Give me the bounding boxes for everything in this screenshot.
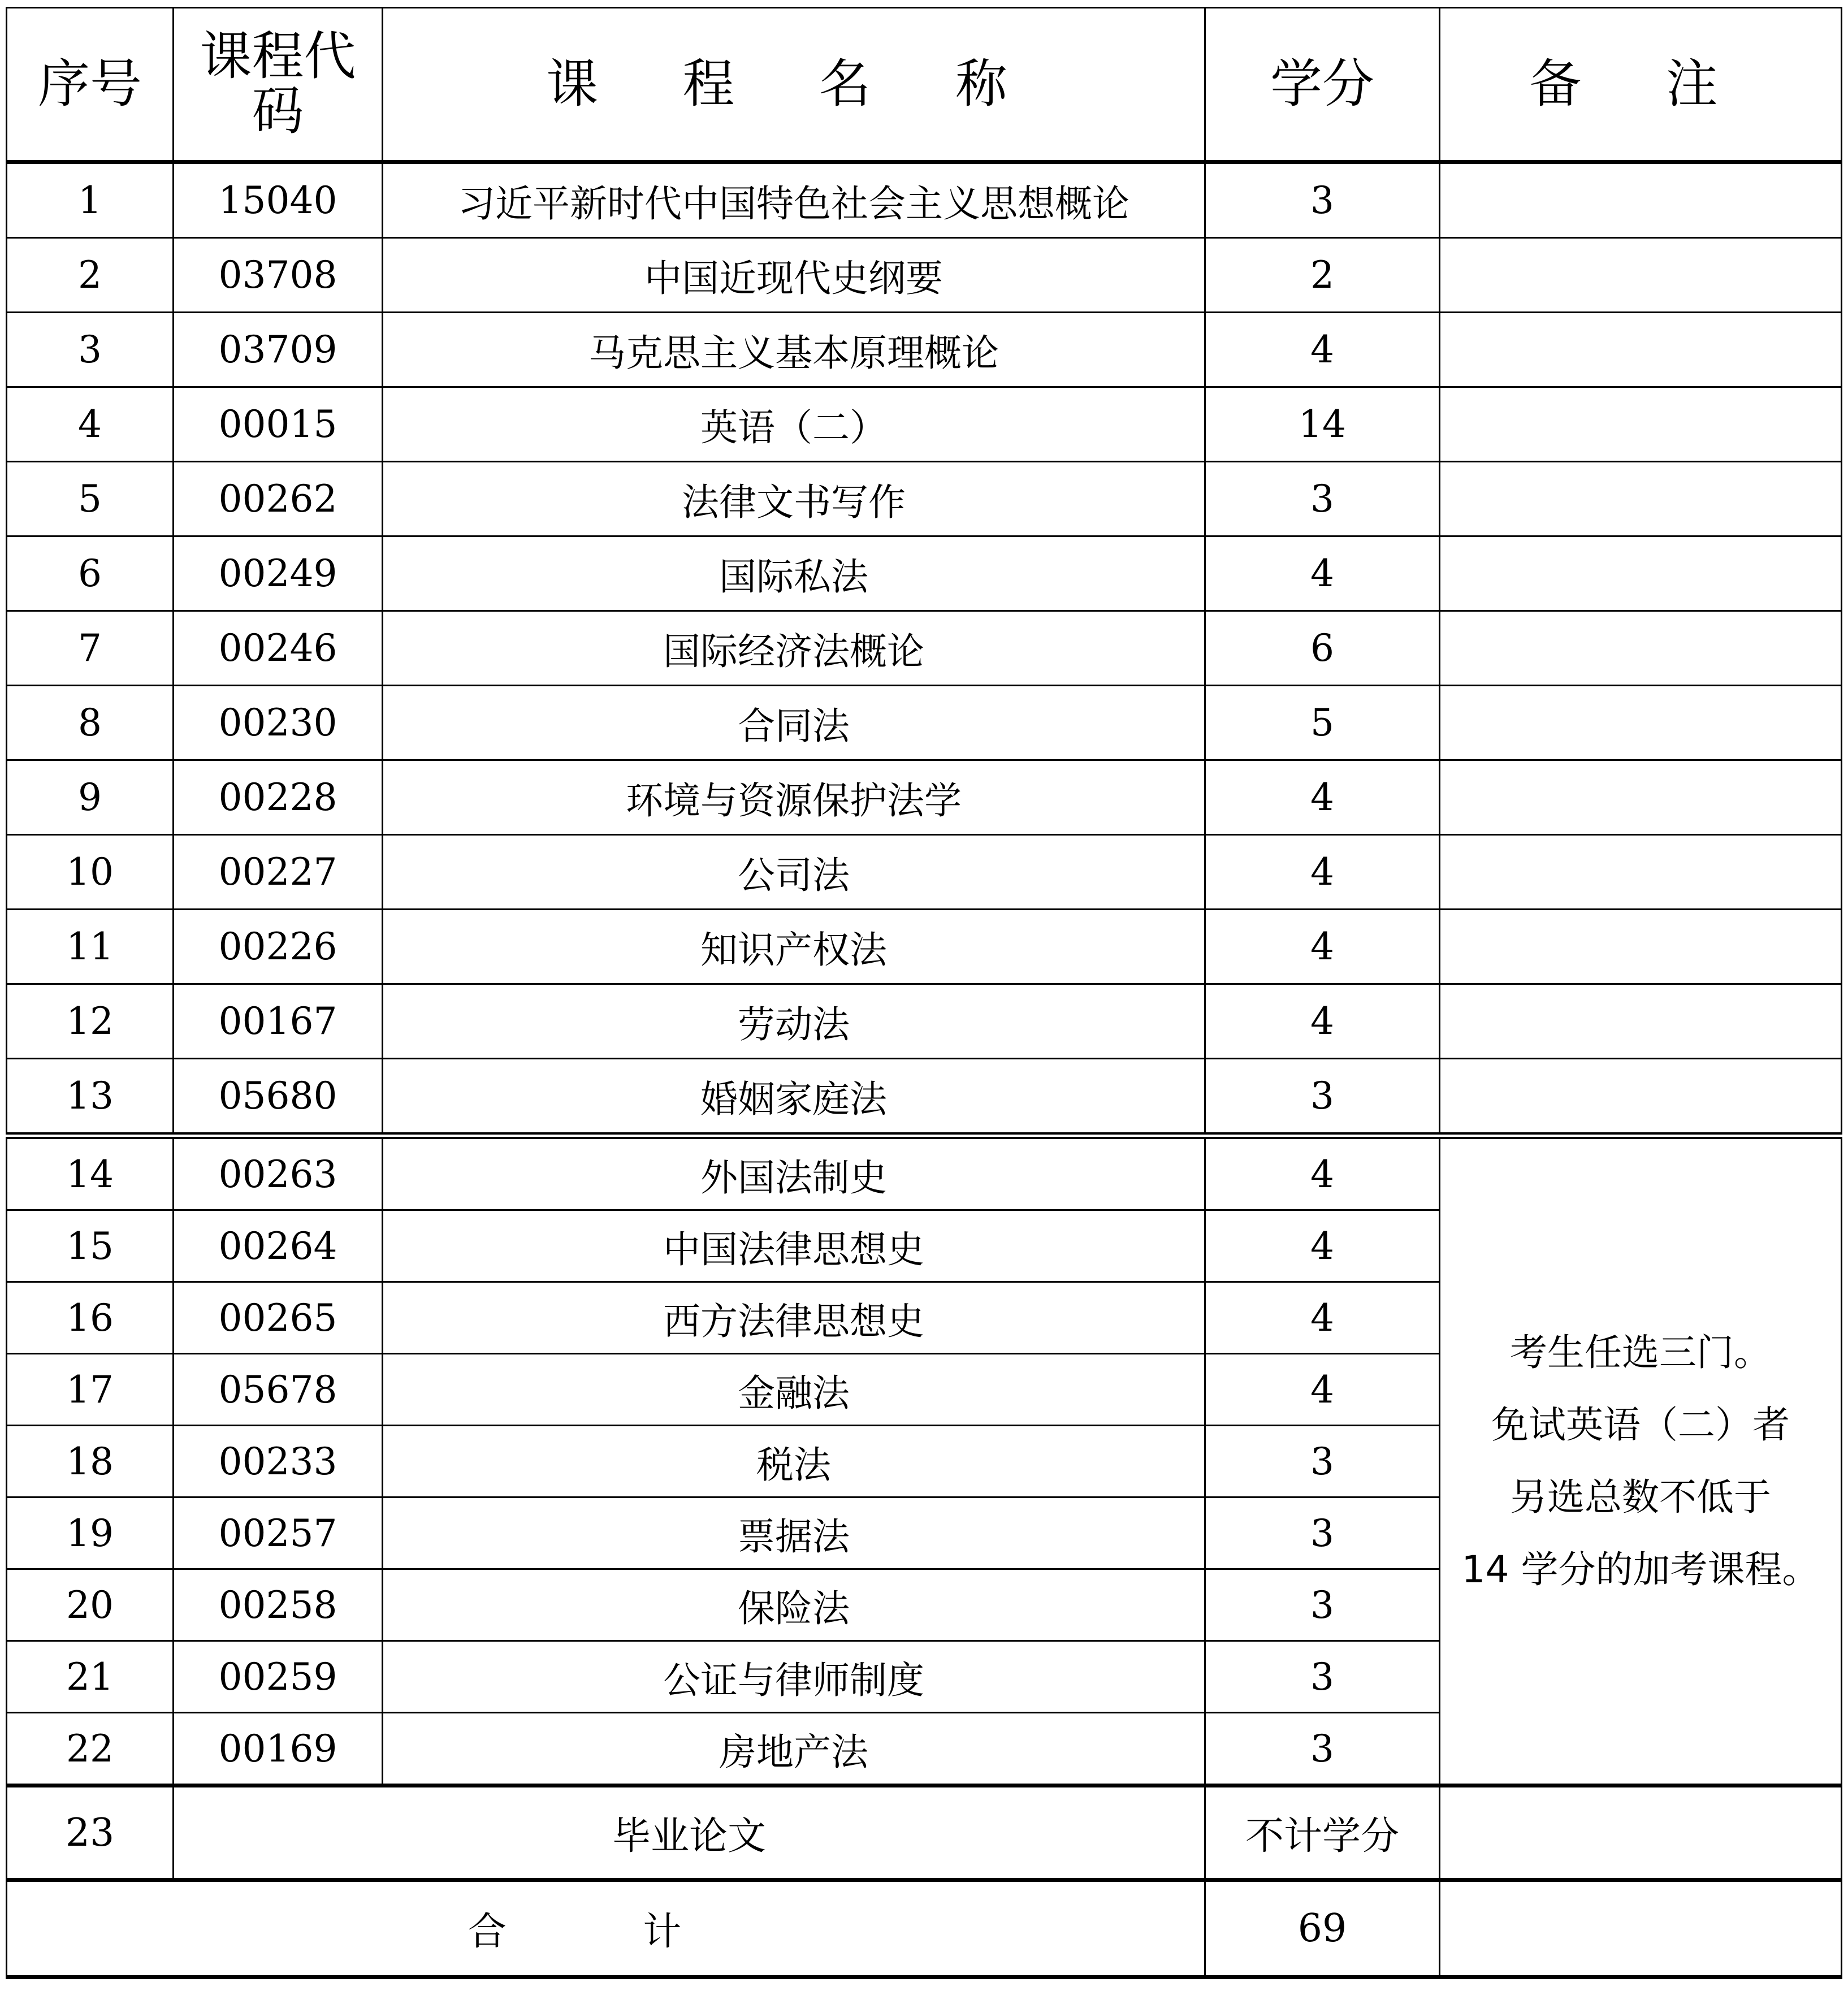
course-code: 00259 <box>174 1641 383 1713</box>
course-code: 00228 <box>174 760 383 835</box>
course-code: 05678 <box>174 1354 383 1426</box>
course-name: 中国近现代史纲要 <box>383 238 1205 313</box>
course-credit: 4 <box>1205 1282 1440 1354</box>
row-no: 7 <box>7 611 174 686</box>
course-name: 保险法 <box>383 1569 1205 1641</box>
row-no: 8 <box>7 686 174 760</box>
course-credit: 4 <box>1205 1210 1440 1282</box>
elective-note <box>1440 1136 1842 1786</box>
row-no: 20 <box>7 1569 174 1641</box>
course-credit: 4 <box>1205 760 1440 835</box>
table-row <box>7 686 1842 760</box>
course-name: 金融法 <box>383 1354 1205 1426</box>
course-note <box>1440 162 1842 238</box>
row-no: 17 <box>7 1354 174 1426</box>
course-name: 国际私法 <box>383 536 1205 611</box>
course-code: 00257 <box>174 1497 383 1569</box>
row-no: 4 <box>7 387 174 462</box>
header-code: 课程代码 <box>174 8 383 162</box>
course-credit: 14 <box>1205 387 1440 462</box>
row-no: 22 <box>7 1713 174 1786</box>
course-note <box>1440 238 1842 313</box>
row-no: 21 <box>7 1641 174 1713</box>
row-no: 13 <box>7 1059 174 1136</box>
course-name: 习近平新时代中国特色社会主义思想概论 <box>383 162 1205 238</box>
table-row <box>7 760 1842 835</box>
course-credit: 4 <box>1205 835 1440 910</box>
row-no: 3 <box>7 313 174 387</box>
thesis-name: 毕业论文 <box>174 1786 1205 1880</box>
course-credit: 3 <box>1205 1059 1440 1136</box>
course-code: 00169 <box>174 1713 383 1786</box>
course-name: 劳动法 <box>383 984 1205 1059</box>
course-name: 外国法制史 <box>383 1136 1205 1210</box>
course-credit: 4 <box>1205 313 1440 387</box>
course-name: 国际经济法概论 <box>383 611 1205 686</box>
course-credit: 5 <box>1205 686 1440 760</box>
course-credit: 2 <box>1205 238 1440 313</box>
row-no: 1 <box>7 162 174 238</box>
table-row <box>7 238 1842 313</box>
course-code: 00262 <box>174 462 383 536</box>
course-name: 票据法 <box>383 1497 1205 1569</box>
course-note <box>1440 536 1842 611</box>
header-credit: 学分 <box>1205 8 1440 162</box>
row-no: 19 <box>7 1497 174 1569</box>
course-code: 00264 <box>174 1210 383 1282</box>
course-code: 05680 <box>174 1059 383 1136</box>
course-name: 马克思主义基本原理概论 <box>383 313 1205 387</box>
course-note <box>1440 387 1842 462</box>
course-code: 03708 <box>174 238 383 313</box>
total-label: 合 计 <box>7 1880 1205 1977</box>
course-code: 00227 <box>174 835 383 910</box>
table-row <box>7 162 1842 238</box>
thesis-row <box>7 1786 1842 1880</box>
total-credit: 69 <box>1205 1880 1440 1977</box>
row-no: 18 <box>7 1426 174 1497</box>
row-no: 23 <box>7 1786 174 1880</box>
table-row <box>7 536 1842 611</box>
course-code: 03709 <box>174 313 383 387</box>
course-note <box>1440 686 1842 760</box>
elective-note-line: 另选总数不低于 <box>1510 1475 1771 1519</box>
row-no: 9 <box>7 760 174 835</box>
course-plan-table <box>6 7 1842 1979</box>
course-credit: 3 <box>1205 462 1440 536</box>
course-note <box>1440 313 1842 387</box>
course-code: 00226 <box>174 910 383 984</box>
course-credit: 3 <box>1205 1426 1440 1497</box>
course-name: 英语（二） <box>383 387 1205 462</box>
table-row <box>7 910 1842 984</box>
course-credit: 4 <box>1205 536 1440 611</box>
table-row <box>7 313 1842 387</box>
course-credit: 3 <box>1205 162 1440 238</box>
course-credit: 6 <box>1205 611 1440 686</box>
course-credit: 3 <box>1205 1569 1440 1641</box>
course-code: 00233 <box>174 1426 383 1497</box>
row-no: 10 <box>7 835 174 910</box>
course-code: 00015 <box>174 387 383 462</box>
course-note <box>1440 910 1842 984</box>
course-code: 00263 <box>174 1136 383 1210</box>
course-code: 00249 <box>174 536 383 611</box>
course-note <box>1440 835 1842 910</box>
course-code: 15040 <box>174 162 383 238</box>
total-note <box>1440 1880 1842 1977</box>
course-note <box>1440 1059 1842 1136</box>
table-row <box>7 387 1842 462</box>
header-row <box>7 8 1842 162</box>
course-name: 西方法律思想史 <box>383 1282 1205 1354</box>
course-code: 00167 <box>174 984 383 1059</box>
course-name: 知识产权法 <box>383 910 1205 984</box>
course-code: 00265 <box>174 1282 383 1354</box>
course-note <box>1440 984 1842 1059</box>
row-no: 11 <box>7 910 174 984</box>
header-name: 课 程 名 称 <box>383 8 1205 162</box>
table-row <box>7 984 1842 1059</box>
thesis-note <box>1440 1786 1842 1880</box>
course-note <box>1440 760 1842 835</box>
course-note <box>1440 462 1842 536</box>
row-no: 2 <box>7 238 174 313</box>
course-credit: 3 <box>1205 1497 1440 1569</box>
total-row <box>7 1880 1842 1977</box>
course-code: 00230 <box>174 686 383 760</box>
course-credit: 3 <box>1205 1713 1440 1786</box>
row-no: 12 <box>7 984 174 1059</box>
course-note <box>1440 611 1842 686</box>
elective-note-line: 免试英语（二）者 <box>1491 1403 1790 1447</box>
table-row <box>7 462 1842 536</box>
course-code: 00246 <box>174 611 383 686</box>
course-name: 法律文书写作 <box>383 462 1205 536</box>
course-name: 婚姻家庭法 <box>383 1059 1205 1136</box>
course-name: 合同法 <box>383 686 1205 760</box>
header-no: 序号 <box>7 8 174 162</box>
course-code: 00258 <box>174 1569 383 1641</box>
thesis-credit: 不计学分 <box>1205 1786 1440 1880</box>
course-credit: 4 <box>1205 910 1440 984</box>
course-name: 公司法 <box>383 835 1205 910</box>
course-name: 环境与资源保护法学 <box>383 760 1205 835</box>
row-no: 14 <box>7 1136 174 1210</box>
table-row <box>7 611 1842 686</box>
course-credit: 4 <box>1205 984 1440 1059</box>
row-no: 5 <box>7 462 174 536</box>
row-no: 16 <box>7 1282 174 1354</box>
elective-note-line: 14 学分的加考课程。 <box>1461 1548 1820 1591</box>
elective-note-line: 考生任选三门。 <box>1510 1331 1771 1374</box>
row-no: 15 <box>7 1210 174 1282</box>
header-note: 备 注 <box>1440 8 1842 162</box>
course-name: 中国法律思想史 <box>383 1210 1205 1282</box>
table-row <box>7 1136 1842 1210</box>
course-name: 公证与律师制度 <box>383 1641 1205 1713</box>
table-row <box>7 835 1842 910</box>
row-no: 6 <box>7 536 174 611</box>
course-name: 税法 <box>383 1426 1205 1497</box>
table-row <box>7 1059 1842 1136</box>
course-name: 房地产法 <box>383 1713 1205 1786</box>
course-credit: 3 <box>1205 1641 1440 1713</box>
course-credit: 4 <box>1205 1354 1440 1426</box>
course-credit: 4 <box>1205 1136 1440 1210</box>
